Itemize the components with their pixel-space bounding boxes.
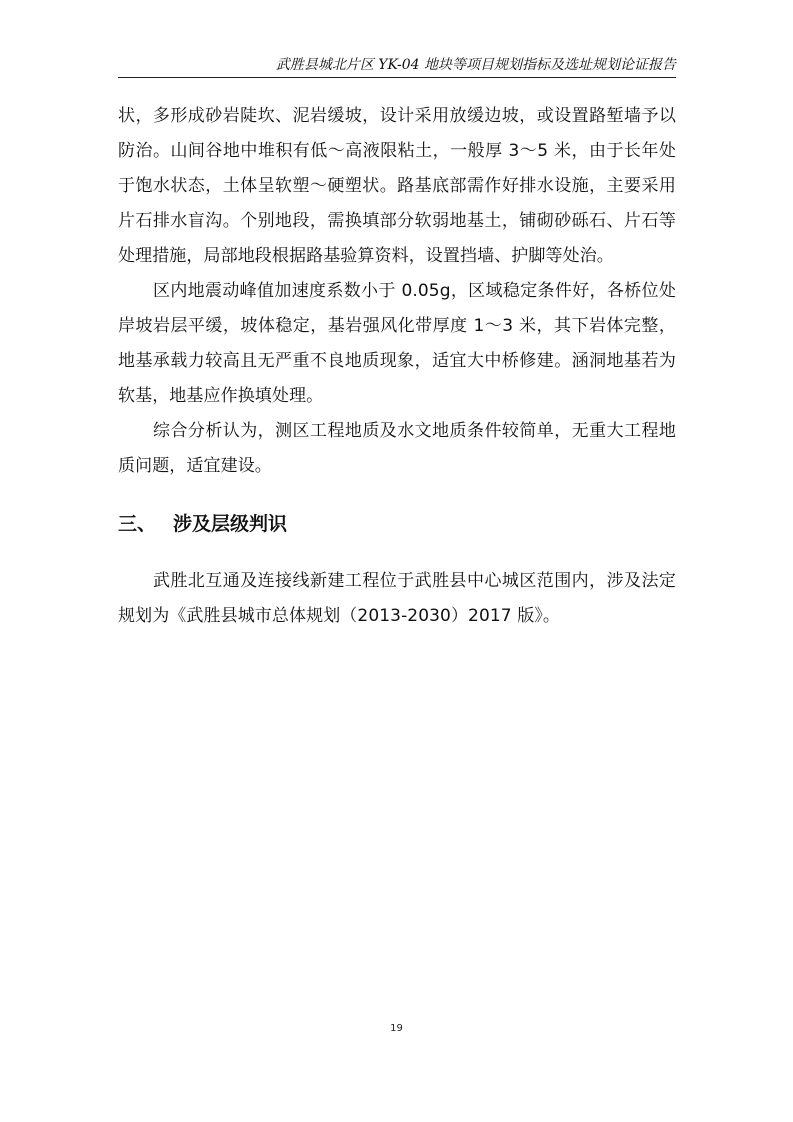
page-number: 19 xyxy=(390,1023,403,1034)
section-heading xyxy=(118,509,676,539)
header-title: 武胜县城北片区 YK-04 地块等项目规划指标及选址规划论证报告 xyxy=(275,57,676,73)
section-title: 涉及层级判识 xyxy=(173,513,288,535)
section-number: 三、 xyxy=(118,513,157,535)
paragraph-geology-continued: 状，多形成砂岩陡坎、泥岩缓坡，设计采用放缓边坡，或设置路堑墙予以防治。山间谷地中堆积有低～高液限粘土，一般厚 3～5 米，由于长年处于饱水状态，土体呈软塑～硬塑状。路基底部需作好排水设施，主要采用片石排水盲沟。个别地段，需换填部分软弱地基土，铺砌砂砾石、片石等处理措施，局部地段根据路基验算资料，设置挡墙、护脚等处治。 xyxy=(118,106,676,266)
page-header xyxy=(118,56,676,78)
header-divider xyxy=(118,77,676,78)
document-body xyxy=(118,99,676,634)
paragraph-conclusion: 综合分析认为，测区工程地质及水文地质条件较简单，无重大工程地质问题，适宜建设。 xyxy=(118,421,676,476)
paragraph-planning-level: 武胜北互通及连接线新建工程位于武胜县中心城区范围内，涉及法定规划为《武胜县城市总体规划（2013-2030）2017 版》。 xyxy=(118,571,676,626)
paragraph-seismic: 区内地震动峰值加速度系数小于 0.05g，区域稳定条件好，各桥位处岸坡岩层平缓，坡体稳定，基岩强风化带厚度 1～3 米，其下岩体完整，地基承载力较高且无严重不良地质现象，适宜大中桥修建。涵洞地基若为软基，地基应作换填处理。 xyxy=(118,281,676,406)
